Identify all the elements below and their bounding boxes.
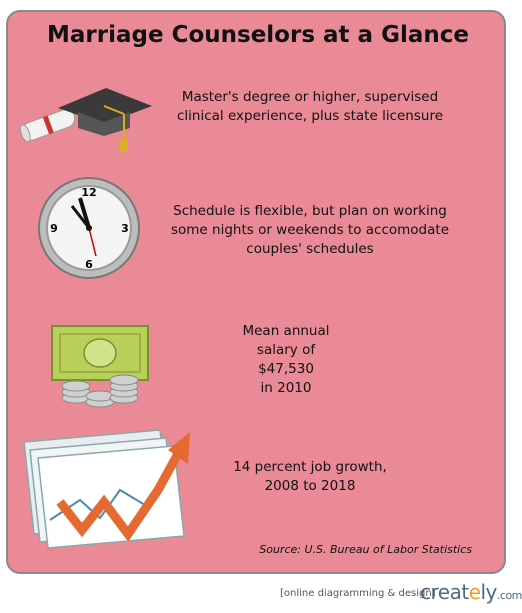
- item-text-salary: [216, 322, 356, 398]
- item-line: in 2010: [260, 380, 312, 396]
- item-line: couples' schedules: [246, 241, 374, 257]
- item-text-schedule: [160, 202, 460, 259]
- money-icon: [48, 322, 152, 412]
- item-line: salary of: [256, 342, 316, 358]
- item-line: Master's degree or higher, supervised: [181, 89, 439, 105]
- footer-tagline[interactable]: [online diagramming & design]: [280, 588, 436, 599]
- item-text-education: [160, 88, 460, 126]
- source-citation: Source: U.S. Bureau of Labor Statistics: [259, 543, 472, 556]
- svg-text:12: 12: [81, 186, 97, 199]
- brand-suffix: .com: [496, 589, 522, 602]
- item-line: 14 percent job growth,: [233, 459, 387, 475]
- svg-text:6: 6: [85, 258, 93, 271]
- page-title: Marriage Counselors at a Glance: [47, 22, 469, 48]
- brand-text: creat: [420, 580, 469, 604]
- item-line: Schedule is flexible, but plan on working: [173, 203, 447, 219]
- creately-logo[interactable]: [420, 580, 522, 604]
- svg-text:3: 3: [121, 222, 129, 235]
- brand-accent: e: [468, 580, 481, 604]
- item-text-growth: [220, 458, 400, 496]
- clock-icon: [36, 176, 142, 280]
- item-line: Mean annual: [242, 323, 330, 339]
- brand-text: ly: [480, 580, 497, 604]
- item-line: $47,530: [258, 361, 314, 377]
- svg-text:9: 9: [50, 222, 58, 235]
- item-line: clinical experience, plus state licensure: [177, 108, 443, 124]
- item-line: 2008 to 2018: [264, 478, 356, 494]
- graduation-cap-icon: [16, 80, 156, 160]
- growth-chart-icon: [20, 430, 200, 550]
- item-line: some nights or weekends to accomodate: [170, 222, 449, 238]
